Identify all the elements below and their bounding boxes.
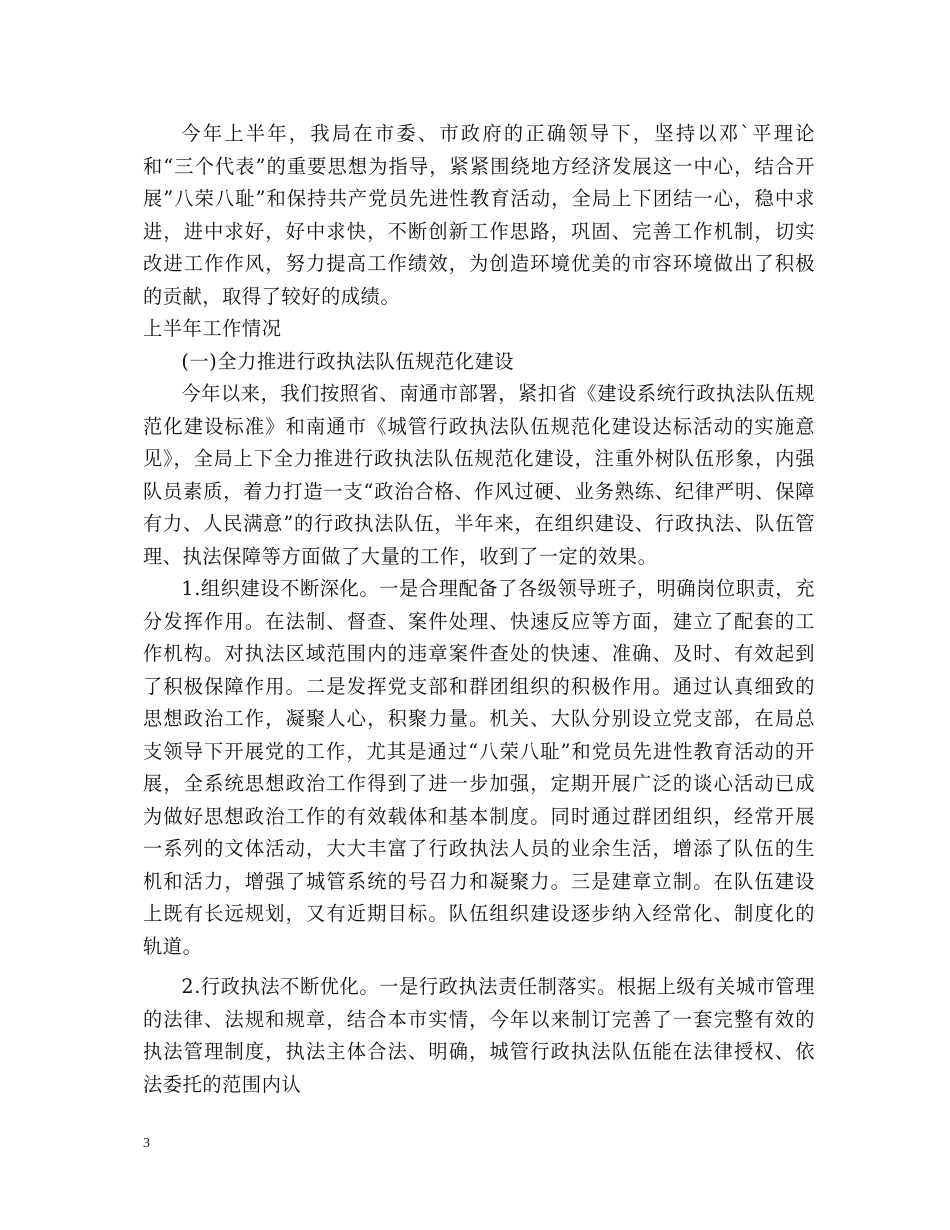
paragraph-organization: 1.组织建设不断深化。一是合理配备了各级领导班子，明确岗位职责，充分发挥作用。在法制、督查、案件处理、快速反应等方面，建立了配套的工作机构。对执法区域范围内的违章案件查处的快速、准确、及时、有效起到了积极保障作用。二是发挥党支部和群团组织的积极作用。通过认真细致的思想政治工作，凝聚人心，积聚力量。机关、大队分别设立党支部，在局总支领导下开展党的工作，尤其是通过“八荣八耻”和党员先进性教育活动的开展，全系统思想政治工作得到了进一步加强，定期开展广泛的谈心活动已成为做好思想政治工作的有效载体和基本制度。同时通过群团组织，经常开展一系列的文体活动，大大丰富了行政执法人员的业余生活，增添了队伍的生机和活力，增强了城管系统的号召力和凝聚力。三是建章立制。在队伍建设上既有长远规划，又有近期目标。队伍组织建设逐步纳入经常化、制度化的轨道。 [143,577,815,958]
page-number: 3 [143,1136,150,1151]
paragraph-enforcement: 2.行政执法不断优化。一是行政执法责任制落实。根据上级有关城市管理的法律、法规和规章，结合本市实情，今年以来制订完善了一套完整有效的执法管理制度，执法主体合法、明确，城管行政执法队伍能在法律授权、依法委托的范围内认 [143,975,815,1096]
subsection-heading: (一)全力推进行政执法队伍规范化建设 [181,349,515,373]
paragraph-standardization: 今年以来，我们按照省、南通市部署，紧扣省《建设系统行政执法队伍规范化建设标准》和南通市《城管行政执法队伍规范化建设达标活动的实施意见》，全局上下全力推进行政执法队伍规范化建设，注重外树队伍形象，内强队员素质，着力打造一支“政治合格、作风过硬、业务熟练、纪律严明、保障有力、人民满意”的行政执法队伍，半年来，在组织建设、行政执法、队伍管理、执法保障等方面做了大量的工作，收到了一定的效果。 [143,382,815,568]
document-body [143,118,815,1101]
section-heading: 上半年工作情况 [143,317,282,340]
paragraph-intro: 今年上半年，我局在市委、市政府的正确领导下，坚持以邓`平理论和“三个代表”的重要思想为指导，紧紧围绕地方经济发展这一中心，结合开展”八荣八耻”和保持共产党员先进性教育活动，全局上下团结一心，稳中求进，进中求好，好中求快，不断创新工作思路，巩固、完善工作机制，切实改进工作作风，努力提高工作绩效，为创造环境优美的市容环境做出了积极的贡献，取得了较好的成绩。 [143,122,815,308]
